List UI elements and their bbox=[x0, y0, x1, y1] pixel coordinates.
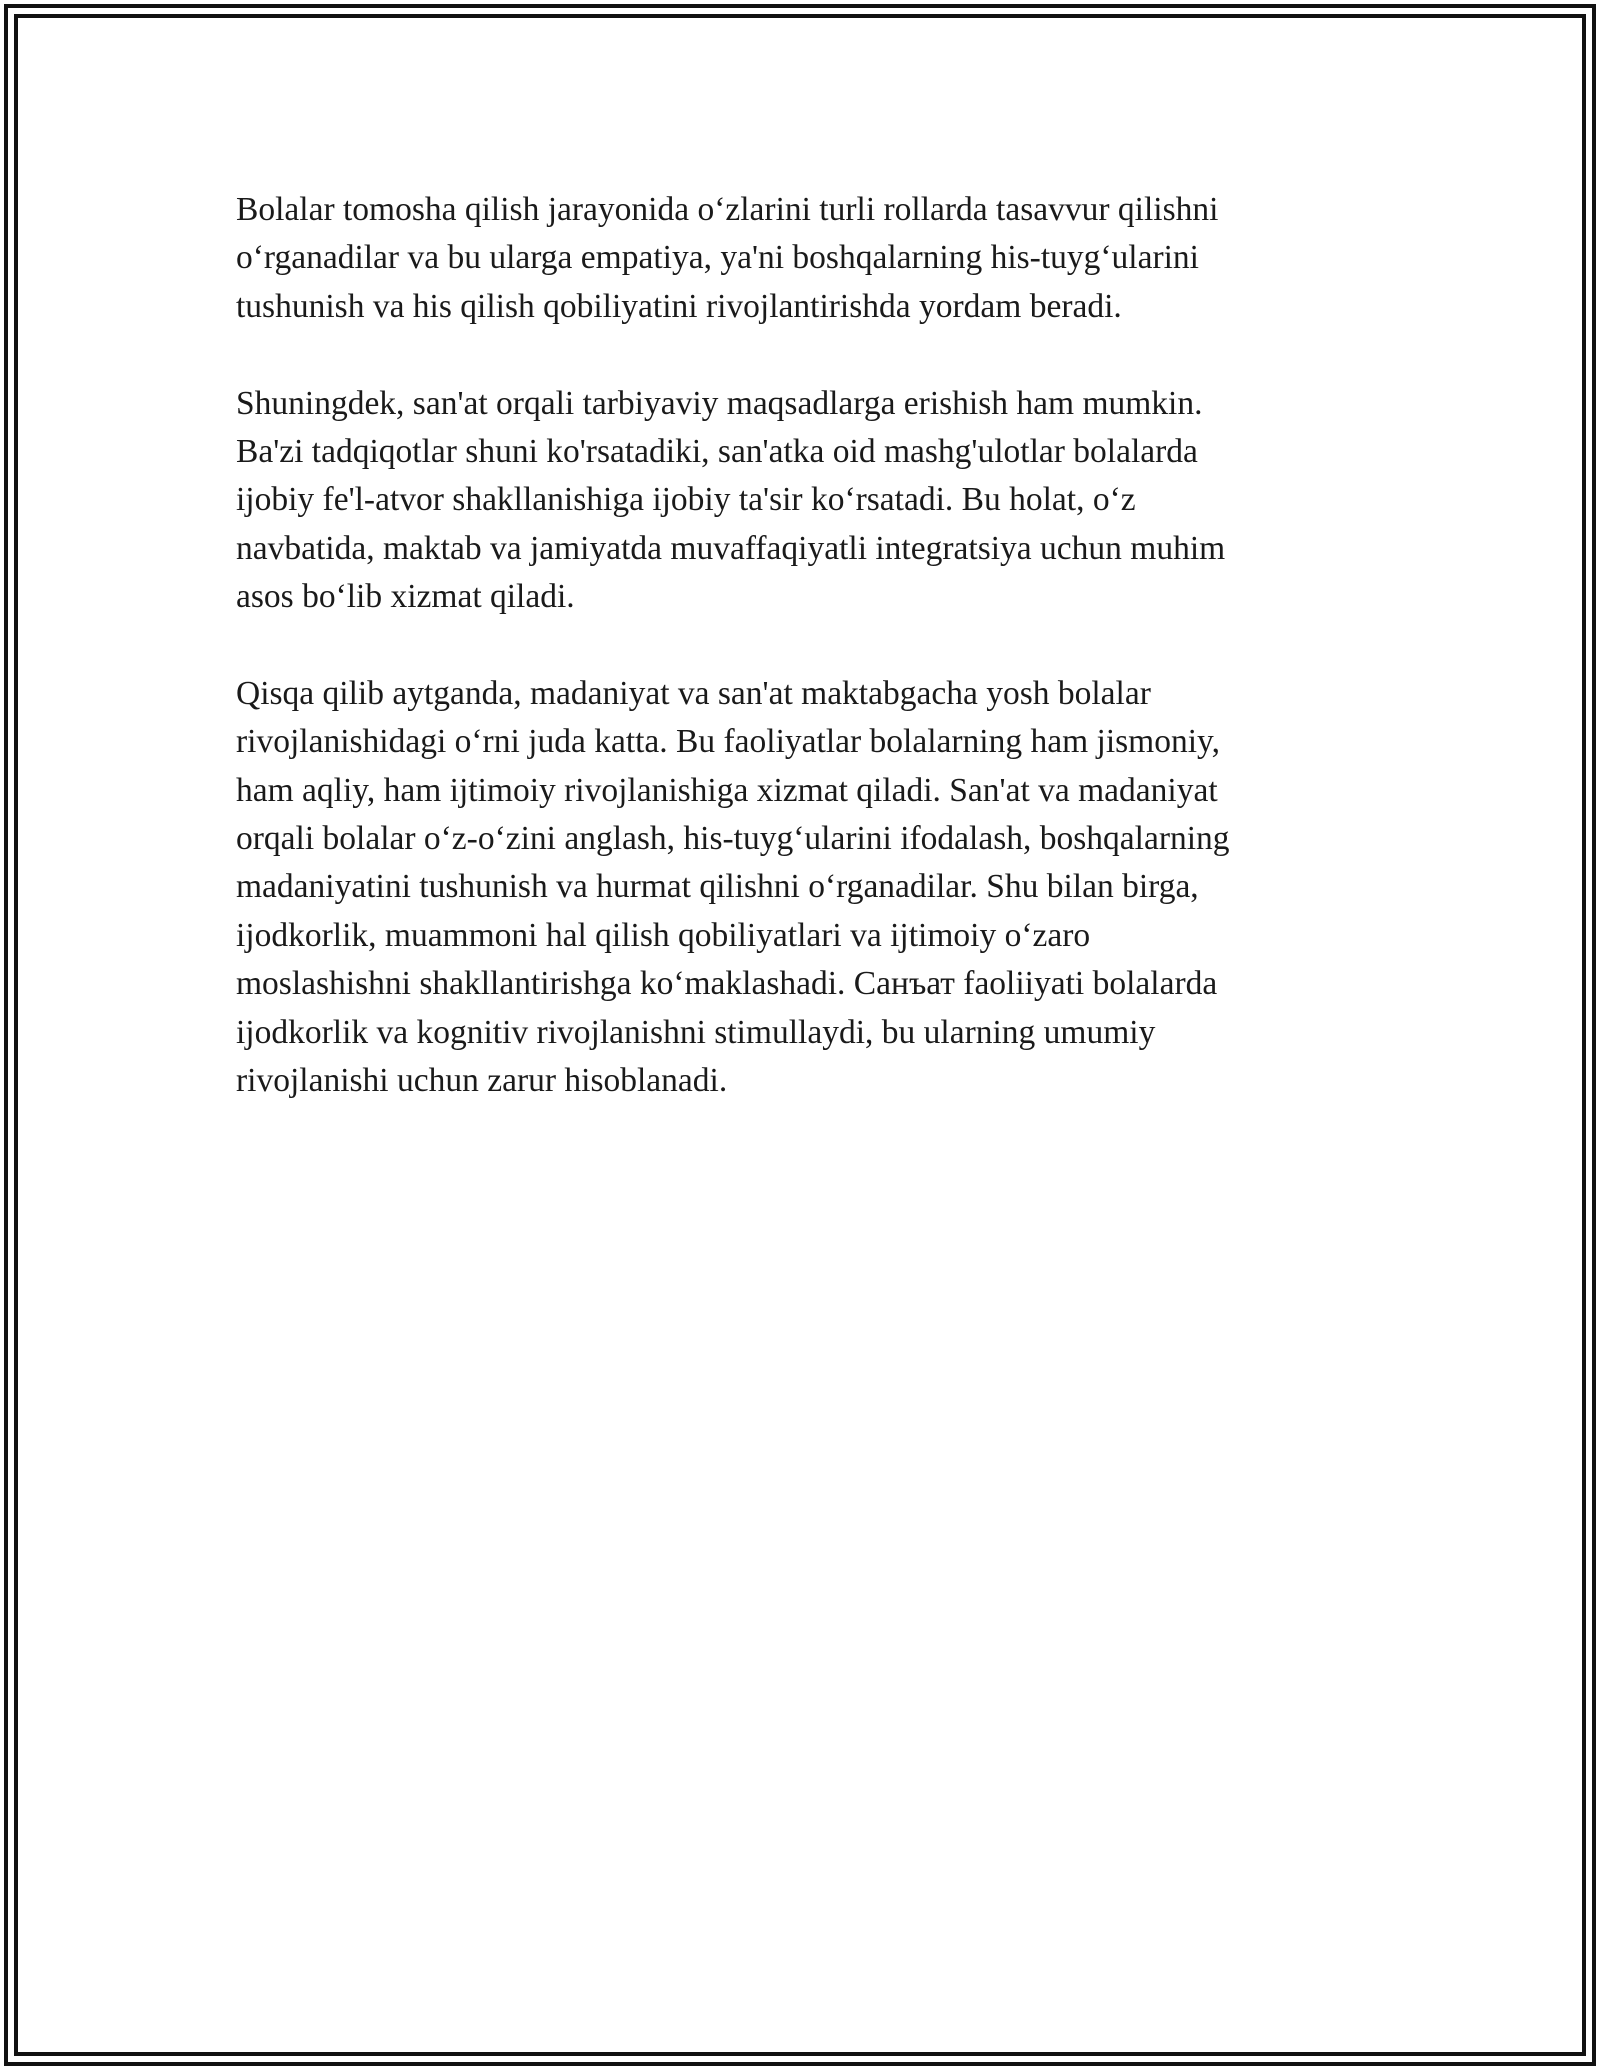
text-line: Bolalar tomosha qilish jarayonida o‘zlarini turli rollarda tasavvur qilishni bbox=[236, 191, 1219, 228]
paragraph-3 bbox=[236, 670, 1366, 1106]
paragraph-2 bbox=[236, 380, 1366, 622]
text-line: navbatida, maktab va jamiyatda muvaffaqiyatli integratsiya uchun muhim bbox=[236, 529, 1226, 567]
text-line: Ba'zi tadqiqotlar shuni ko'rsatadiki, san'atka oid mashg'ulotlar bolalarda bbox=[236, 432, 1198, 470]
document-body bbox=[236, 186, 1366, 1154]
text-line: ijodkorlik, muammoni hal qilish qobiliyatlari va ijtimoiy o‘zaro bbox=[236, 916, 1091, 954]
text-line: asos bo‘lib xizmat qiladi. bbox=[236, 578, 575, 616]
text-line: rivojlanishidagi o‘rni juda katta. Bu faoliyatlar bolalarning ham jismoniy, bbox=[236, 723, 1220, 761]
text-line: o‘rganadilar va bu ularga empatiya, ya'ni boshqalarning his-tuyg‘ularini bbox=[236, 239, 1199, 277]
text-line: Shuningdek, san'at orqali tarbiyaviy maqsadlarga erishish ham mumkin. bbox=[236, 384, 1203, 422]
text-line: ijobiy fe'l-atvor shakllanishiga ijobiy ta'sir ko‘rsatadi. Bu holat, o‘z bbox=[236, 481, 1136, 519]
text-line: ijodkorlik va kognitiv rivojlanishni stimullaydi, bu ularning umumiy bbox=[236, 1013, 1156, 1051]
text-line: madaniyatini tushunish va hurmat qilishni o‘rganadilar. Shu bilan birga, bbox=[236, 868, 1199, 906]
text-line: orqali bolalar o‘z-o‘zini anglash, his-tuyg‘ularini ifodalash, boshqalarning bbox=[236, 820, 1230, 858]
text-line: ham aqliy, ham ijtimoiy rivojlanishiga xizmat qiladi. San'at va madaniyat bbox=[236, 771, 1218, 809]
text-line: rivojlanishi uchun zarur hisoblanadi. bbox=[236, 1062, 728, 1100]
paragraph-1 bbox=[236, 186, 1366, 331]
text-line: moslashishni shakllantirishga ko‘maklashadi. Санъат faoliiyati bolalarda bbox=[236, 965, 1218, 1003]
text-line: tushunish va his qilish qobiliyatini rivojlantirishda yordam beradi. bbox=[236, 287, 1122, 325]
text-line: Qisqa qilib aytganda, madaniyat va san'at maktabgacha yosh bolalar bbox=[236, 674, 1151, 712]
